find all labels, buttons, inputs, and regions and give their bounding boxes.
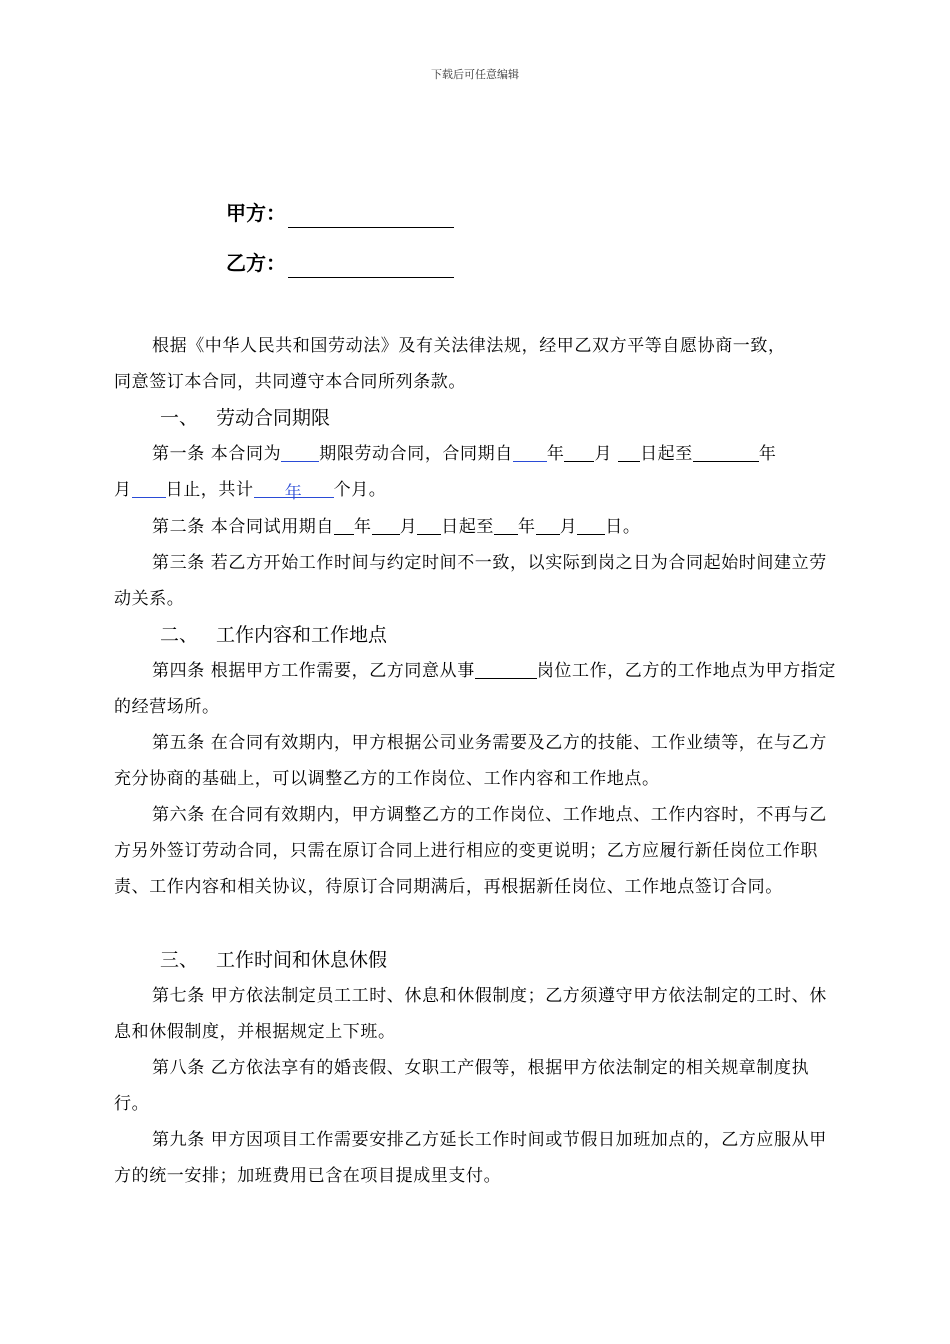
article-6 (114, 797, 838, 905)
art1-text: 年 (758, 444, 777, 464)
article-8 (114, 1050, 838, 1122)
start-day-blank[interactable] (618, 441, 640, 462)
art1-text: 日止，共计 (165, 480, 254, 500)
end-year-blank[interactable] (693, 441, 759, 462)
article-3 (114, 545, 838, 617)
section-number: 三、 (160, 949, 199, 971)
art2-text: 年 (518, 517, 536, 537)
article-2 (114, 509, 838, 545)
probation-end-month-blank[interactable] (536, 514, 560, 535)
art1-text: 第一条 本合同为 (152, 444, 282, 464)
party-b-field (226, 248, 454, 278)
art2-text: 日起至 (441, 517, 495, 537)
section-heading-1 (160, 400, 330, 436)
intro-line-2: 同意签订本合同，共同遵守本合同所列条款。 (114, 372, 466, 392)
section-heading-2 (160, 617, 387, 653)
art2-text: 月 (559, 517, 578, 537)
art9-text: 第九条 甲方因项目工作需要安排乙方延长工作时间或节假日加班加点的，乙方应服从甲方的统一安排；加班费用已含在项目提成里支付。 (114, 1130, 827, 1186)
probation-end-day-blank[interactable] (577, 514, 605, 535)
art2-text: 年 (354, 517, 372, 537)
intro-line-1: 根据《中华人民共和国劳动法》及有关法律法规，经甲乙双方平等自愿协商一致， (152, 336, 786, 356)
art1-text: 个月。 (333, 480, 387, 500)
section-title: 工作时间和休息休假 (216, 949, 388, 971)
total-years-blank[interactable] (254, 475, 334, 503)
contract-type-blank[interactable] (281, 441, 319, 462)
art8-text: 第八条 乙方依法享有的婚丧假、女职工产假等，根据甲方依法制定的相关规章制度执行。 (114, 1058, 810, 1114)
party-b-blank[interactable] (288, 255, 454, 278)
section-number: 一、 (160, 407, 199, 429)
position-blank[interactable] (475, 658, 537, 679)
start-month-blank[interactable] (564, 441, 594, 462)
start-year-blank[interactable] (513, 441, 547, 462)
art2-text: 月 (399, 517, 418, 537)
party-a-blank[interactable] (288, 205, 454, 228)
probation-end-year-blank[interactable] (494, 514, 518, 535)
section-heading-3 (160, 942, 387, 978)
art1-text: 日起至 (640, 444, 693, 464)
party-a-field (226, 198, 454, 228)
art2-text: 第二条 本合同试用期自 (152, 517, 335, 537)
probation-start-year-blank[interactable] (334, 514, 354, 535)
section-title: 劳动合同期限 (216, 407, 331, 429)
art2-text: 日。 (605, 517, 641, 537)
party-b-label: 乙方： (226, 251, 286, 275)
art1-text: 月 (114, 480, 132, 500)
art4-text: 岗位工作，乙方的工作地点为甲方指定的经营场所。 (114, 661, 837, 717)
article-1 (114, 436, 838, 508)
article-7 (114, 978, 838, 1050)
article-4 (114, 653, 838, 725)
intro-paragraph (114, 328, 838, 400)
section-number: 二、 (160, 624, 199, 646)
art5-text: 第五条 在合同有效期内，甲方根据公司业务需要及乙方的技能、工作业绩等，在与乙方充分协商的基础上，可以调整乙方的工作岗位、工作内容和工作地点。 (114, 733, 827, 789)
probation-start-month-blank[interactable] (372, 514, 400, 535)
art1-text: 年 (546, 444, 565, 464)
page-header-note: 下载后可任意编辑 (431, 68, 519, 81)
art4-text: 第四条 根据甲方工作需要，乙方同意从事 (152, 661, 475, 681)
art7-text: 第七条 甲方依法制定员工工时、休息和休假制度；乙方须遵守甲方依法制定的工时、休息和休假制度，并根据规定上下班。 (114, 986, 827, 1042)
year-unit: 年 (284, 483, 303, 503)
probation-start-day-blank[interactable] (417, 514, 441, 535)
section-title: 工作内容和工作地点 (216, 624, 388, 646)
art1-text: 月 (594, 444, 613, 464)
article-5 (114, 725, 838, 797)
art6-text: 第六条 在合同有效期内，甲方调整乙方的工作岗位、工作地点、工作内容时，不再与乙方另外签订劳动合同，只需在原订合同上进行相应的变更说明；乙方应履行新任岗位工作职责、工作内容和相关协议，待原订合同期满后，再根据新任岗位、工作地点签订合同。 (114, 805, 827, 897)
party-a-label: 甲方： (226, 201, 286, 225)
art1-text: 期限劳动合同，合同期自 (319, 444, 513, 464)
end-month-blank[interactable] (132, 477, 166, 498)
article-9 (114, 1122, 838, 1194)
art3-text: 第三条 若乙方开始工作时间与约定时间不一致，以实际到岗之日为合同起始时间建立劳动关系。 (114, 553, 827, 609)
